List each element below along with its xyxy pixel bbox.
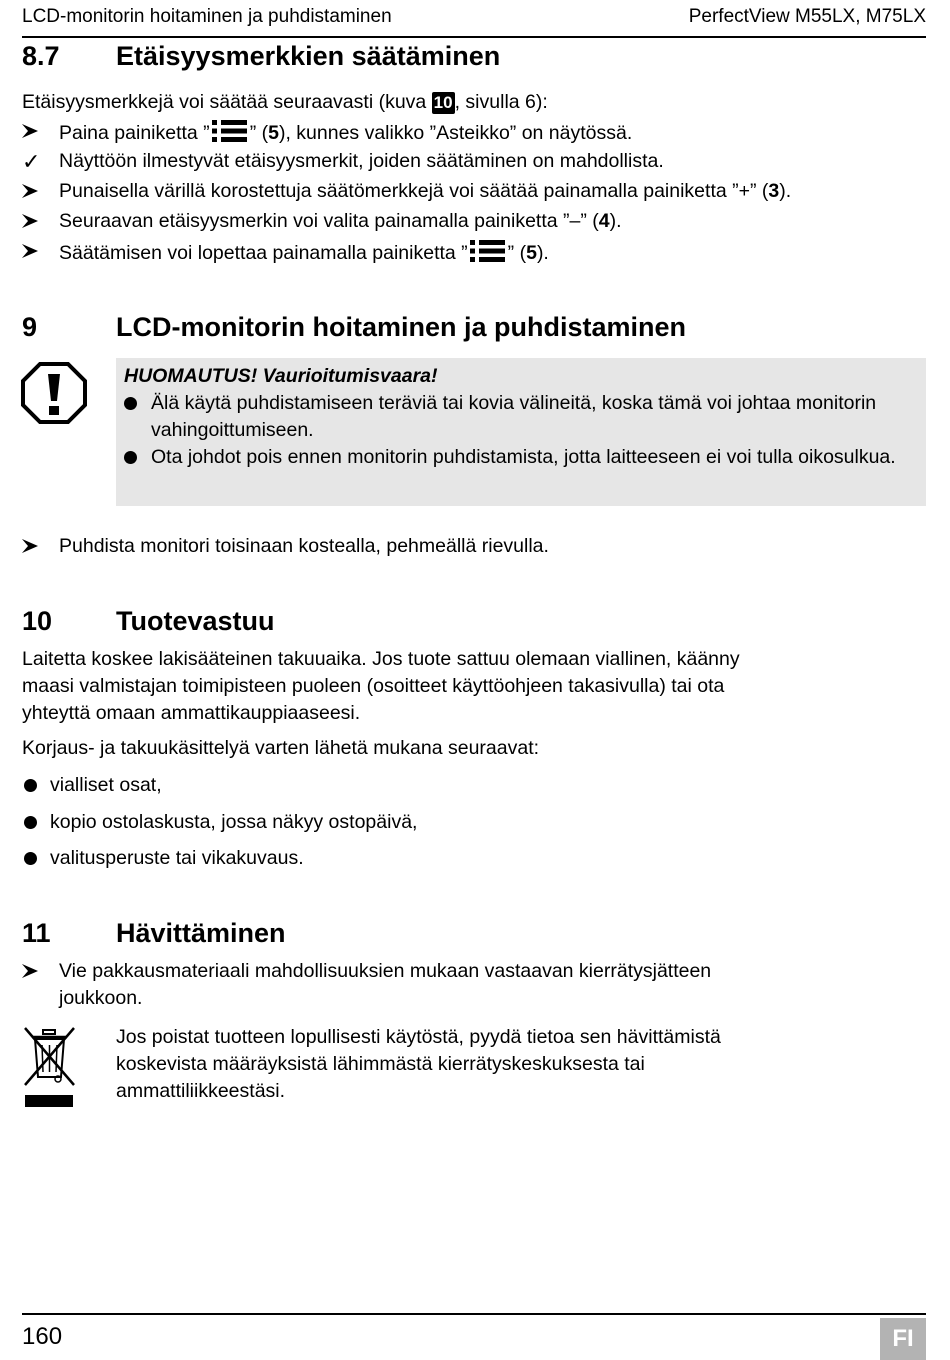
step-2-post: ). <box>779 180 792 202</box>
section-title: Etäisyysmerkkien säätäminen <box>116 41 501 71</box>
warranty-line-1: Laitetta koskee lakisääteinen takuuaika. Jos tuote sattuu olemaan viallinen, käänny <box>22 648 740 670</box>
running-header-right: PerfectView M55LX, M75LX <box>688 6 926 27</box>
notice-title: HUOMAUTUS! Vaurioitumisvaara! <box>124 365 438 387</box>
warranty-line-3: yhteyttä omaan ammattikauppiaaseesi. <box>22 702 361 724</box>
step-4-pre: Säätämisen voi lopettaa painamalla painiketta ” <box>59 242 468 264</box>
disposal-line-3: ammattiliikkeestäsi. <box>116 1080 286 1102</box>
intro-pre: Etäisyysmerkkejä voi säätää seuraavasti (kuva <box>22 91 432 113</box>
bullet-dot-icon <box>124 451 137 464</box>
intro-post: , sivulla 6): <box>454 91 548 113</box>
disposal-line-1: Jos poistat tuotteen lopullisesti käytöstä, pyydä tietoa sen hävittämistä <box>116 1026 721 1048</box>
notice-bullet-text: Ota johdot pois ennen monitorin puhdistamista, jotta laitteeseen ei voi tulla oikosulkua. <box>151 446 896 468</box>
disposal-paragraph <box>116 1024 721 1105</box>
header-rule <box>22 36 926 38</box>
button-ref: 3 <box>768 180 780 202</box>
footer-rule <box>22 1313 926 1315</box>
section-number: 8.7 <box>22 41 60 71</box>
list-item-text: vialliset osat, <box>50 774 162 796</box>
figure-ref-badge: 10 <box>433 93 453 112</box>
packaging-step-line-1: Vie pakkausmateriaali mahdollisuuksien mukaan vastaavan kierrätysjätteen <box>59 960 712 982</box>
running-header-left: LCD-monitorin hoitaminen ja puhdistaminen <box>22 6 392 27</box>
bullet-dot-icon <box>124 397 137 410</box>
notice-bullet-2 <box>124 444 914 498</box>
step-4-mid: ” ( <box>507 242 527 264</box>
check-icon: ✓ <box>22 149 41 174</box>
weee-crossed-bin-icon <box>22 1025 78 1109</box>
menu-button-icon <box>212 118 248 144</box>
send-items-intro: Korjaus- ja takuukäsittelyä varten lähetä mukana seuraavat: <box>22 737 540 759</box>
section-8-7-heading <box>22 40 500 72</box>
result-text: Näyttöön ilmestyvät etäisyysmerkit, joiden säätäminen on mahdollista. <box>59 150 664 172</box>
language-tab: FI <box>880 1318 926 1360</box>
button-ref: 5 <box>526 242 537 264</box>
button-ref: 4 <box>598 210 610 232</box>
packaging-step-line-2: joukkoon. <box>59 987 143 1009</box>
section-number: 11 <box>22 918 51 948</box>
arrow-bullet-icon <box>22 958 52 986</box>
step-3-post: ). <box>609 210 622 232</box>
section-title: Hävittäminen <box>116 918 286 948</box>
bullet-dot-icon <box>24 816 37 829</box>
section-title: Tuotevastuu <box>116 606 275 636</box>
notice-bullet-text: Älä käytä puhdistamiseen teräviä tai kovia välineitä, koska tämä voi johtaa monitorin vahingoittumiseen. <box>151 392 877 441</box>
section-title: LCD-monitorin hoitaminen ja puhdistaminen <box>116 312 686 342</box>
disposal-line-2: koskevista määräyksistä lähimmästä kierrätyskeskuksesta tai <box>116 1053 645 1075</box>
arrow-bullet-icon <box>22 118 52 146</box>
warranty-line-2: maasi valmistajan toimipisteen puoleen (osoitteet käyttöohjeen takasivulla) tai ota <box>22 675 725 697</box>
step-4-post: ). <box>536 242 549 264</box>
page-number: 160 <box>22 1323 63 1350</box>
arrow-bullet-icon <box>22 533 52 561</box>
warning-octagon-icon <box>20 361 88 425</box>
cleaning-step-text: Puhdista monitori toisinaan kostealla, pehmeällä rievulla. <box>59 535 549 557</box>
section-number: 10 <box>22 606 53 636</box>
section-10-heading <box>22 605 275 637</box>
intro-text <box>22 89 548 116</box>
menu-button-icon <box>470 238 506 264</box>
bullet-dot-icon <box>24 852 37 865</box>
list-item-text: valitusperuste tai vikakuvaus. <box>50 847 304 869</box>
bullet-dot-icon <box>24 779 37 792</box>
arrow-bullet-icon <box>22 178 52 206</box>
notice-box <box>116 358 926 506</box>
arrow-bullet-icon <box>22 238 52 266</box>
warranty-paragraph <box>22 646 740 727</box>
section-number: 9 <box>22 312 38 342</box>
notice-bullet-1 <box>124 390 914 444</box>
step-1-mid: ” ( <box>249 122 269 144</box>
step-1-pre: Paina painiketta ” <box>59 122 210 144</box>
section-9-heading <box>22 311 686 343</box>
step-3-pre: Seuraavan etäisyysmerkin voi valita painamalla painiketta ”–” ( <box>59 210 599 232</box>
button-ref: 5 <box>268 122 279 144</box>
step-1-post: ), kunnes valikko ”Asteikko” on näytössä. <box>278 122 633 144</box>
list-item-text: kopio ostolaskusta, jossa näkyy ostopäivä, <box>50 811 418 833</box>
arrow-bullet-icon <box>22 208 52 236</box>
step-2-pre: Punaisella värillä korostettuja säätömerkkejä voi säätää painamalla painiketta ”+” ( <box>59 180 769 202</box>
section-11-heading <box>22 917 286 949</box>
